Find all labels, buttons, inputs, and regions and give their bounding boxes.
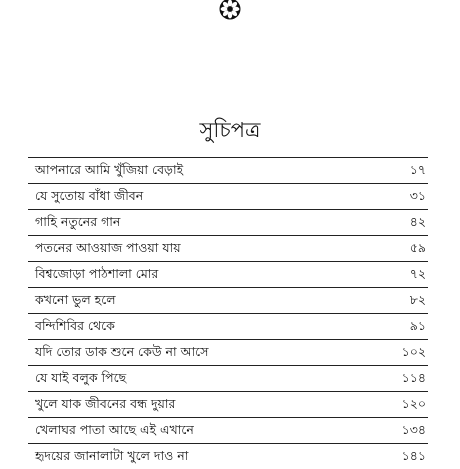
- toc-entry[interactable]: [28, 183, 428, 209]
- toc-entry-title: বন্দিশিবির থেকে: [35, 318, 115, 333]
- toc-entry[interactable]: [28, 339, 428, 365]
- toc-entry-page: ১০২: [401, 344, 426, 359]
- toc-entry[interactable]: [28, 209, 428, 235]
- table-of-contents: [28, 157, 428, 469]
- toc-entry-page: ৫৯: [409, 240, 426, 255]
- toc-entry[interactable]: [28, 157, 428, 183]
- toc-entry-title: যদি তোর ডাক শুনে কেউ না আসে: [35, 344, 209, 359]
- toc-entry[interactable]: [28, 235, 428, 261]
- toc-entry-page: ৮২: [409, 292, 426, 307]
- toc-entry[interactable]: [28, 261, 428, 287]
- toc-entry-page: ১২০: [401, 396, 426, 411]
- toc-entry-page: ১৭: [409, 162, 426, 177]
- toc-entry[interactable]: [28, 287, 428, 313]
- toc-entry[interactable]: [28, 365, 428, 391]
- toc-entry-page: ১৪১: [401, 448, 426, 463]
- toc-entry-title: খুলে যাক জীবনের বন্ধ দুয়ার: [35, 396, 176, 411]
- toc-entry-page: ৩১: [409, 188, 426, 203]
- toc-entry-page: ১৩৪: [401, 422, 426, 437]
- toc-entry[interactable]: [28, 391, 428, 417]
- page-title: সুচিপত্র: [199, 118, 261, 142]
- toc-entry-title: পতনের আওয়াজ পাওয়া যায়: [35, 240, 181, 255]
- toc-entry-page: ৪২: [409, 214, 426, 229]
- toc-entry-page: ৭২: [409, 266, 426, 281]
- toc-entry[interactable]: [28, 417, 428, 443]
- toc-entry-title: যে সুতোয় বাঁধা জীবন: [35, 188, 144, 203]
- toc-entry-page: ৯১: [409, 318, 426, 333]
- flower-ornament-icon: [216, 0, 244, 24]
- toc-entry-page: ১১৪: [401, 370, 426, 385]
- toc-entry[interactable]: [28, 443, 428, 469]
- toc-entry-title: হৃদয়ের জানালাটা খুলে দাও না: [35, 448, 189, 463]
- toc-entry-title: গাহি নতুনের গান: [35, 214, 121, 229]
- toc-entry-title: খেলাঘর পাতা আছে এই এখানে: [35, 422, 194, 437]
- toc-entry-title: যে যাই বলুক পিছে: [35, 370, 127, 385]
- toc-entry-title: বিশ্বজোড়া পাঠশালা মোর: [35, 266, 159, 281]
- toc-entry-title: কখনো ভুল হলে: [35, 292, 116, 307]
- toc-entry[interactable]: [28, 313, 428, 339]
- toc-entry-title: আপনারে আমি খুঁজিয়া বেড়াই: [35, 162, 184, 177]
